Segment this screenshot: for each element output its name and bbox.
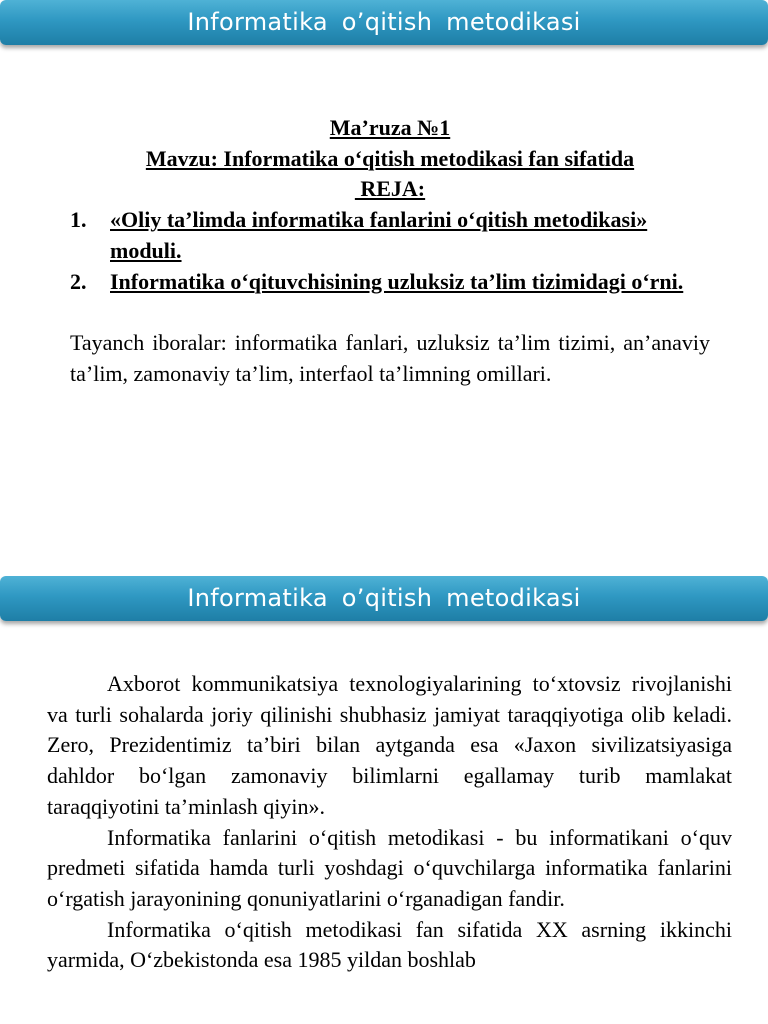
plan-item-text: Informatika o‘qituvchisining uzluksiz ta’lim tizimidagi o‘rni. bbox=[110, 268, 684, 294]
plan-title: REJA: bbox=[354, 176, 426, 202]
body-text bbox=[47, 669, 732, 976]
slide-2-header: Informatika o’qitish metodikasi bbox=[0, 576, 768, 621]
lecture-number: Ma’ruza №1 bbox=[329, 115, 451, 140]
plan-item-number: 1. bbox=[70, 207, 87, 233]
keywords-paragraph: Tayanch iboralar: informatika fanlari, uzluksiz ta’lim tizimi, an’anaviy ta’lim, zamonaviy ta’lim, interfaol ta’limning omillari. bbox=[70, 329, 710, 386]
lecture-topic: Mavzu: Informatika o‘qitish metodikasi fan sifatida bbox=[145, 145, 635, 171]
paragraph: Informatika fanlarini o‘qitish metodikasi - bu informatikani o‘quv predmeti sifatida hamda turli yoshdagi o‘quvchilarga informatika fanlarini o‘rgatish jarayonining qonuniyatlarini o‘rganadigan fandir. bbox=[47, 824, 732, 911]
plan-item-text: «Oliy ta’limda informatika fanlarini o‘qitish metodikasi» moduli. bbox=[110, 207, 648, 263]
plan-item-1 bbox=[70, 205, 710, 266]
slide-1-header: Informatika o’qitish metodikasi bbox=[0, 0, 768, 45]
paragraph: Informatika o‘qitish metodikasi fan sifatida XX asrning ikkinchi yarmida, O‘zbekistonda esa 1985 yildan boshlab bbox=[47, 916, 732, 973]
lecture-content bbox=[70, 113, 710, 389]
plan-item-2 bbox=[70, 267, 710, 298]
plan-item-number: 2. bbox=[70, 268, 87, 294]
slide-2 bbox=[0, 576, 768, 1024]
plan-list bbox=[70, 205, 710, 297]
paragraph: Axborot kommunikatsiya texnologiyalarining to‘xtovsiz rivojlanishi va turli sohalarda joriy qilinishi shubhasiz jamiyat taraqqiyotiga olib keladi. Zero, Prezidentimiz ta’biri bilan aytganda esa «Jaxon sivilizatsiyasiga dahldor bo‘lgan zamonaviy bilimlarni egallamay turib mamlakat taraqqiyotini ta’minlash qiyin». bbox=[47, 671, 732, 819]
